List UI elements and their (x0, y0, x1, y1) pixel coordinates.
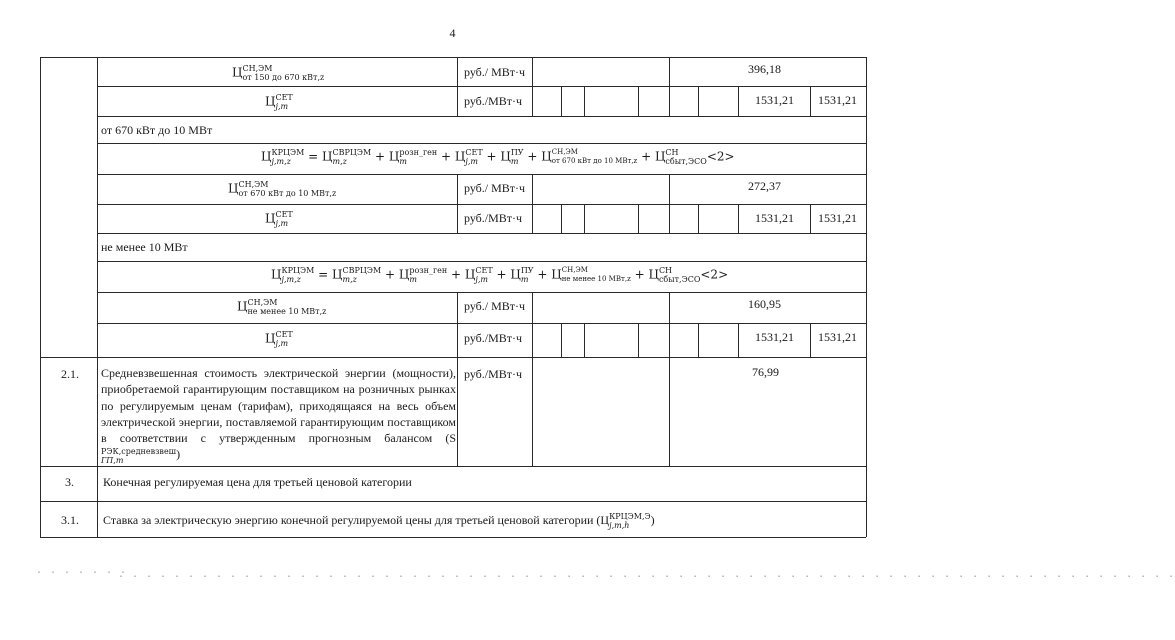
row2-unit: руб./МВт·ч (464, 94, 523, 108)
row4-formula: Ц КРЦЭМ j,m,z = Ц СВРЦЭМ m,z + Ц розн_ген m + Ц СЕТ j,m + Ц ПУ m + Ц СН,ЭМ от 670 кВт до 10 МВт,z + Ц СН сбыт,ЭСО <2> (261, 148, 735, 166)
row6-value-1: 1531,21 (755, 211, 794, 225)
footer-dots-left: . . . . . . . (36, 566, 128, 577)
row7-label: не менее 10 МВт (101, 240, 188, 254)
row9-value: 160,95 (748, 297, 781, 311)
row11-value: 76,99 (752, 365, 779, 379)
row5-value: 272,37 (748, 179, 781, 193)
row6-unit: руб./МВт·ч (464, 211, 523, 225)
row9-unit: руб./ МВт·ч (464, 299, 526, 313)
row10-value-2: 1531,21 (818, 330, 857, 344)
row11-number: 2.1. (61, 367, 79, 381)
row10-variable: Ц СЕТ j,m (265, 330, 293, 348)
row10-value-1: 1531,21 (755, 330, 794, 344)
row5-unit: руб./ МВт·ч (464, 181, 526, 195)
row5-variable: Ц СН,ЭМ от 670 кВт до 10 МВт,z (228, 180, 337, 198)
row9-variable: Ц СН,ЭМ не менее 10 МВт,z (237, 298, 327, 316)
row1-variable: Ц СН,ЭМ от 150 до 670 кВт,z (232, 64, 325, 82)
row11-unit: руб./МВт·ч (464, 367, 523, 381)
row2-value-2: 1531,21 (818, 93, 857, 107)
row10-unit: руб./МВт·ч (464, 331, 523, 345)
row6-value-2: 1531,21 (818, 211, 857, 225)
row13-text: Ставка за электрическую энергию конечной регулируемой цены для третьей ценовой категории (Ц КРЦЭМ,Э j,m,h ) (103, 512, 655, 530)
row12-title: Конечная регулируемая цена для третьей ценовой категории (103, 475, 412, 489)
row8-formula: Ц КРЦЭМ j,m,z = Ц СВРЦЭМ m,z + Ц розн_ген m + Ц СЕТ j,m + Ц ПУ m + Ц СН,ЭМ не менее 10 МВт,z + Ц СН сбыт,ЭСО <2> (271, 266, 729, 284)
row11-description: Средневзвешенная стоимость электрической энергии (мощности), приобретаемой гарантирующим поставщиком на розничных рынках по регулируемым ценам (тарифам), приходящаяся на весь объем электрической энергии, поставляемой гарантирующим поставщиком в соответствии с утвержденным прогнозным балансом (S РЭК,средневзвеш ГП,m ) (101, 366, 456, 465)
row6-variable: Ц СЕТ j,m (265, 210, 293, 228)
row2-value-1: 1531,21 (755, 93, 794, 107)
footer-dots-right: . . . . . . . . . . . . . . . . . . . . . . . . . . . . . . . . . . . . . . . . . . . . . . . . . . . . . . . . . . . . . . . . . . . . . . . . . . . . (118, 570, 1175, 581)
row13-number: 3.1. (61, 513, 79, 527)
page-number: 4 (449, 26, 456, 40)
row1-unit: руб./ МВт·ч (464, 65, 526, 79)
row3-label: от 670 кВт до 10 МВт (101, 123, 213, 137)
row1-value: 396,18 (748, 62, 781, 76)
row12-number: 3. (65, 475, 74, 489)
row2-variable: Ц СЕТ j,m (265, 93, 293, 111)
